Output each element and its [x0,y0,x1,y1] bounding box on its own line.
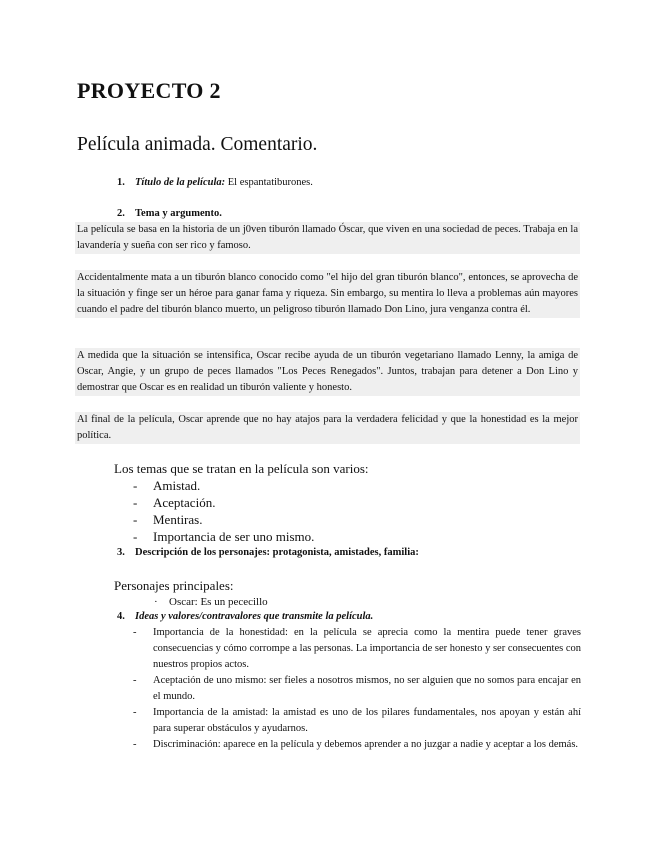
list-item [133,511,314,528]
argument-paragraph-3: A medida que la situación se intensifica, Oscar recibe ayuda de un tiburón vegetariano llamado Lenny, la amiga de Oscar, Angie, y un grupo de peces llamados "Los Peces Renegados". Juntos, trabajan para detener a Don Lino y demostrar que Oscar es en realidad un tiburón valiente y honesto. [75,348,580,396]
section-1-value: El espantatiburones. [225,177,313,188]
list-item [133,673,581,705]
list-item-text: Mentiras. [153,512,203,527]
character-item-text: Oscar: Es un pececillo [169,596,268,608]
characters-intro: Personajes principales: [114,578,234,593]
section-1-number: 1. [117,177,125,188]
section-2-number: 2. [117,208,125,219]
list-item-text: Aceptación. [153,495,216,510]
list-item [133,494,314,511]
section-4-number: 4. [117,611,125,622]
list-item [133,737,581,753]
dash-bullet: - [133,739,137,750]
section-1 [117,177,313,188]
section-2-label: Tema y argumento. [135,208,222,219]
list-item-text: Discriminación: aparece en la película y debemos aprender a no juzgar a nadie y aceptar a los demás. [153,739,579,750]
list-item-text: Aceptación de uno mismo: ser fieles a nosotros mismos, no ser alguien que no somos para encajar en el mundo. [153,675,581,702]
section-3-number: 3. [117,547,125,558]
dash-bullet: - [133,675,137,686]
section-4-heading [117,611,373,622]
dash-bullet: - [133,512,138,527]
section-1-label: Título de la película: [135,177,226,188]
argument-paragraph-2: Accidentalmente mata a un tiburón blanco conocido como "el hijo del gran tiburón blanco", entonces, se aprovecha de la situación y finge ser un héroe para ganar fama y riqueza. Sin embargo, su mentira lo lleva a problemas aún mayores cuando el padre del tiburón blanco muerto, un peligroso tiburón llamado Don Lino, jura venganza contra él. [75,270,580,318]
dash-bullet: - [133,495,138,510]
argument-paragraph-4: Al final de la película, Oscar aprende que no hay atajos para la verdadera felicidad y que la honestidad es la mejor política. [75,412,580,444]
list-item [133,477,314,494]
list-item-text: Importancia de la honestidad: en la película se aprecia como la mentira puede tener graves consecuencias y cómo corrompe a las personas. La importancia de ser honesto y ser consecuentes con nuestros propios actos. [153,627,582,670]
values-list [133,625,581,753]
section-3-label: Descripción de los personajes: protagonista, amistades, familia: [135,547,419,558]
dash-bullet: - [133,707,137,718]
themes-intro: Los temas que se tratan en la película son varios: [114,461,369,476]
list-item-text: Importancia de la amistad: la amistad es uno de los pilares fundamentales, nos apoyan y están ahí para superar obstáculos y ayudarnos. [153,707,581,734]
list-item-text: Importancia de ser uno mismo. [153,529,315,544]
page-subtitle: Película animada. Comentario. [77,134,318,155]
dot-bullet: · [154,596,158,608]
dash-bullet: - [133,478,138,493]
argument-paragraph-1: La película se basa en la historia de un j0ven tiburón llamado Óscar, que viven en una sociedad de peces. Trabaja en la lavandería y sueña con ser rico y famoso. [75,222,580,254]
dash-bullet: - [133,627,137,638]
section-2-heading [117,208,222,219]
list-item [133,528,314,545]
section-4-label: Ideas y valores/contravalores que transmite la película. [135,611,374,622]
character-item [154,596,268,608]
section-3-heading [117,547,419,558]
list-item-text: Amistad. [153,478,201,493]
list-item [133,705,581,737]
page-title: PROYECTO 2 [77,78,221,103]
list-item [133,625,581,673]
themes-list [133,477,314,545]
dash-bullet: - [133,529,138,544]
